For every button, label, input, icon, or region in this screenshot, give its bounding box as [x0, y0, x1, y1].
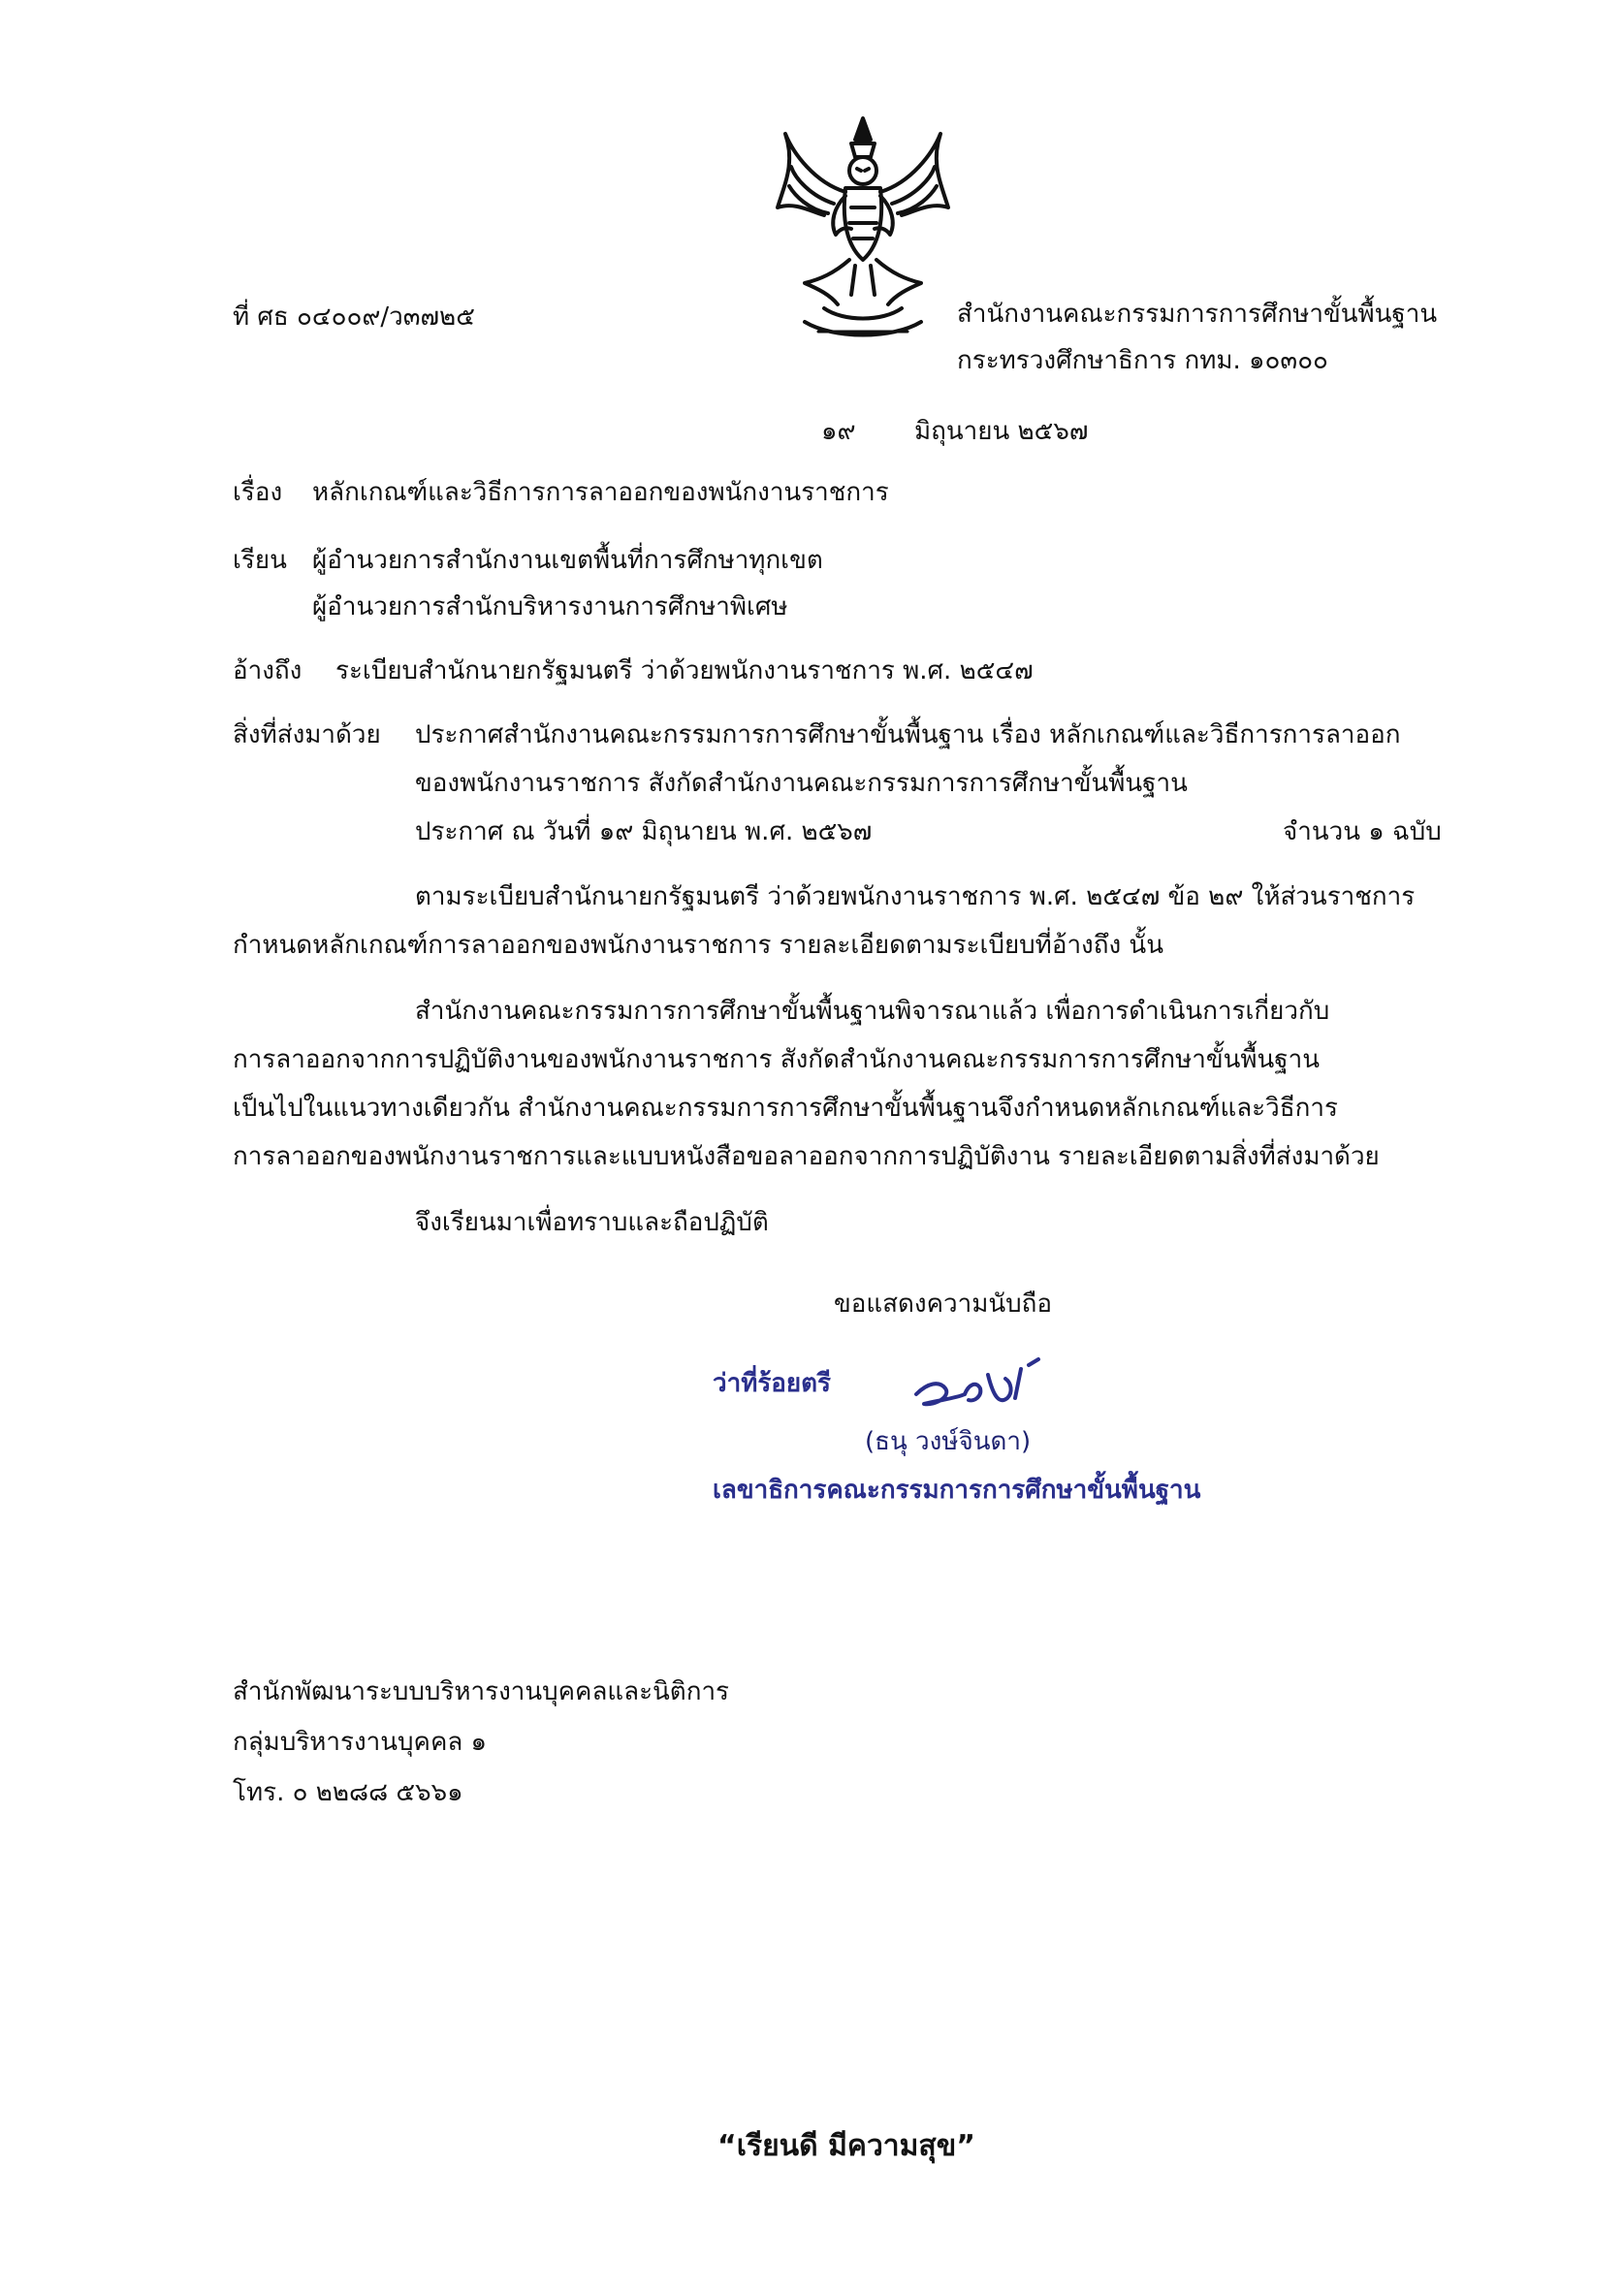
paragraph-2-line-4: การลาออกของพนักงานราชการและแบบหนังสือขอลาออกจากการปฏิบัติงาน รายละเอียดตามสิ่งที่ส่งมาด้วย [233, 1142, 1380, 1171]
office-address: กระทรวงศึกษาธิการ กทม. ๑๐๓๐๐ [957, 346, 1328, 375]
footer-phone: โทร. ๐ ๒๒๘๘ ๕๖๖๑ [233, 1778, 463, 1807]
date-month-year: มิถุนายน ๒๕๖๗ [914, 417, 1089, 446]
signatory-position: เลขาธิการคณะกรรมการการศึกษาขั้นพื้นฐาน [713, 1476, 1201, 1505]
office-name: สำนักงานคณะกรรมการการศึกษาขั้นพื้นฐาน [957, 300, 1438, 329]
paragraph-2-line-1: สำนักงานคณะกรรมการการศึกษาขั้นพื้นฐานพิจารณาแล้ว เพื่อการดำเนินการเกี่ยวกับ [415, 997, 1330, 1026]
recipient-line2: ผู้อำนวยการสำนักบริหารงานการศึกษาพิเศษ [312, 592, 788, 621]
paragraph-2-line-2: การลาออกจากการปฏิบัติงานของพนักงานราชการ สังกัดสำนักงานคณะกรรมการการศึกษาขั้นพื้นฐาน [233, 1045, 1321, 1074]
signature-icon [907, 1355, 1062, 1423]
paragraph-1-line-1: ตามระเบียบสำนักนายกรัฐมนตรี ว่าด้วยพนักงานราชการ พ.ศ. ๒๕๔๗ ข้อ ๒๙ ให้ส่วนราชการ [415, 882, 1416, 911]
document-number: ที่ ศธ ๐๔๐๐๙/ว๓๗๒๕ [233, 302, 475, 332]
paragraph-2-line-3: เป็นไปในแนวทางเดียวกัน สำนักงานคณะกรรมการการศึกษาขั้นพื้นฐานจึงกำหนดหลักเกณฑ์และวิธีการ [233, 1094, 1338, 1123]
subject-label: เรื่อง [233, 478, 283, 507]
reference-label: อ้างถึง [233, 656, 303, 685]
recipient-line1: ผู้อำนวยการสำนักงานเขตพื้นที่การศึกษาทุกเขต [312, 546, 823, 575]
enclosure-line2: ของพนักงานราชการ สังกัดสำนักงานคณะกรรมการการศึกษาขั้นพื้นฐาน [415, 769, 1188, 798]
enclosure-line1: ประกาศสำนักงานคณะกรรมการการศึกษาขั้นพื้นฐาน เรื่อง หลักเกณฑ์และวิธีการการลาออก [415, 720, 1401, 749]
closing-regards: ขอแสดงความนับถือ [834, 1289, 1052, 1319]
paragraph-3: จึงเรียนมาเพื่อทราบและถือปฏิบัติ [415, 1208, 769, 1237]
footer-group: กลุ่มบริหารงานบุคคล ๑ [233, 1728, 488, 1757]
paragraph-1-line-2: กำหนดหลักเกณฑ์การลาออกของพนักงานราชการ รายละเอียดตามระเบียบที่อ้างถึง นั้น [233, 931, 1163, 960]
garuda-emblem [766, 114, 960, 347]
enclosure-line3: ประกาศ ณ วันที่ ๑๙ มิถุนายน พ.ศ. ๒๕๖๗ [415, 817, 873, 846]
recipient-label: เรียน [233, 546, 287, 575]
reference-text: ระเบียบสำนักนายกรัฐมนตรี ว่าด้วยพนักงานราชการ พ.ศ. ๒๕๔๗ [335, 656, 1034, 685]
date-day: ๑๙ [821, 417, 856, 446]
footer-department: สำนักพัฒนาระบบบริหารงานบุคคลและนิติการ [233, 1677, 730, 1706]
enclosure-count: จำนวน ๑ ฉบับ [1283, 817, 1442, 846]
enclosure-label: สิ่งที่ส่งมาด้วย [233, 720, 381, 749]
slogan: “เรียนดี มีความสุข” [717, 2129, 975, 2163]
signatory-rank: ว่าที่ร้อยตรี [713, 1369, 832, 1398]
signatory-name: (ธนุ วงษ์จินดา) [865, 1427, 1032, 1456]
subject-text: หลักเกณฑ์และวิธีการการลาออกของพนักงานราชการ [312, 478, 889, 507]
